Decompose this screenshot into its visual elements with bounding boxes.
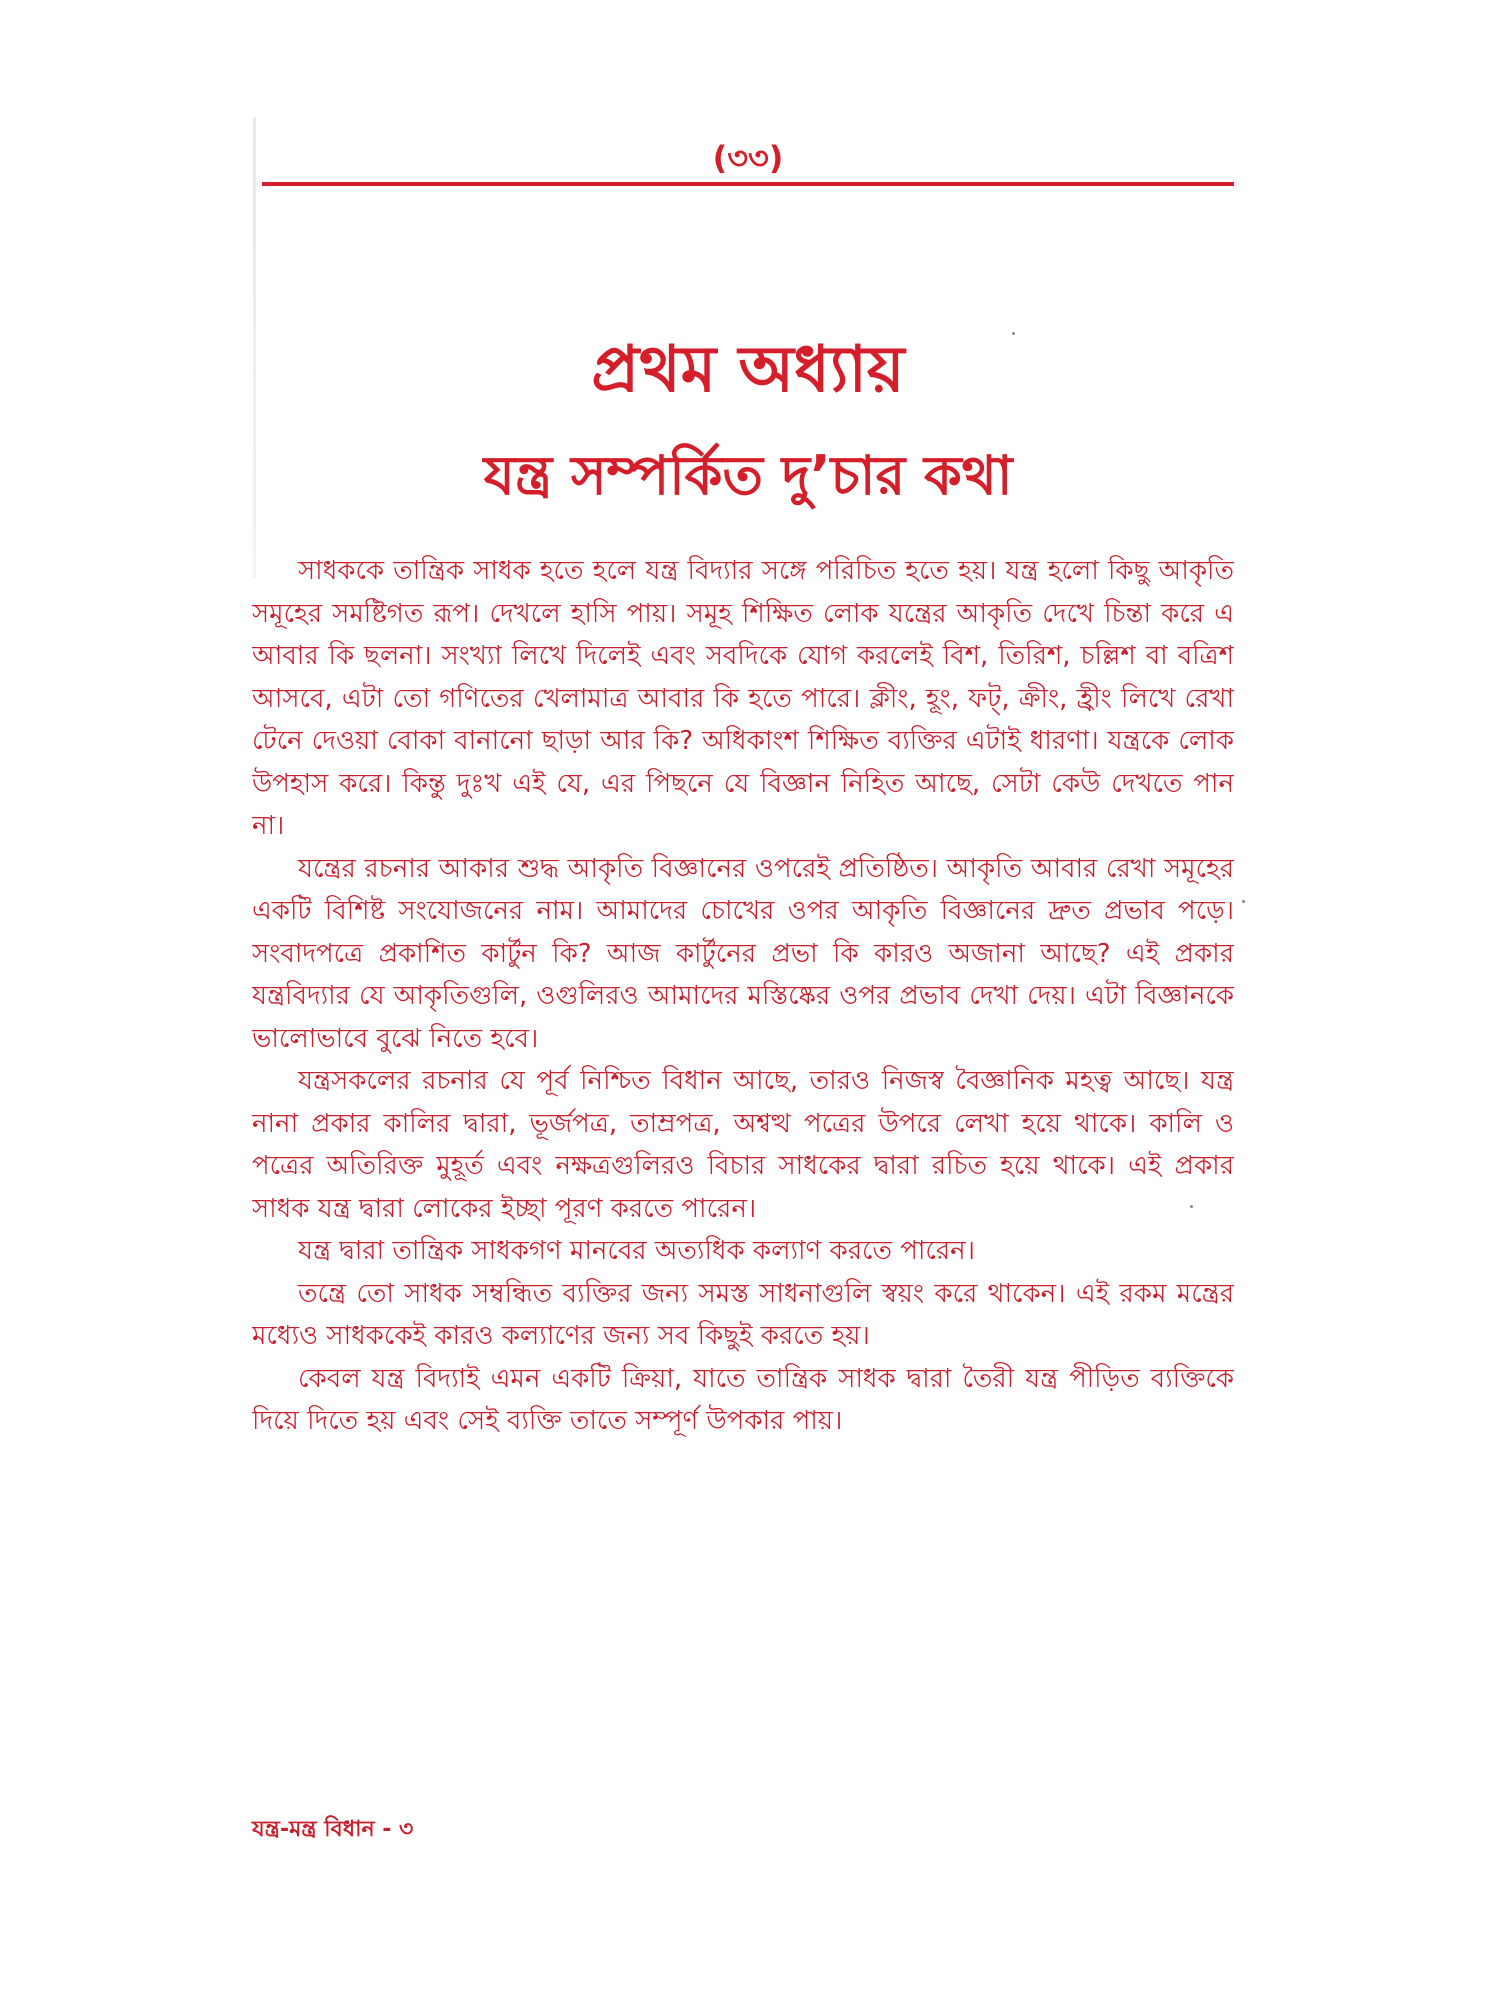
paragraph-6: কেবল যন্ত্র বিদ্যাই এমন একটি ক্রিয়া, যাতে তান্ত্রিক সাধক দ্বারা তৈরী যন্ত্র পীড়িত ব্যক্তিকে দিয়ে দিতে হয় এবং সেই ব্যক্তি তাতে সম্পূর্ণ উপকার পায়। xyxy=(252,1363,1234,1436)
paragraph-2: যন্ত্রের রচনার আকার শুদ্ধ আকৃতি বিজ্ঞানের ওপরেই প্রতিষ্ঠিত। আকৃতি আবার রেখা সমূহের একটি বিশিষ্ট সংযোজনের নাম। আমাদের চোখের ওপর আকৃতি বিজ্ঞানের দ্রুত প্রভাব পড়ে। সংবাদপত্রে প্রকাশিত কার্টুন কি? আজ কার্টুনের প্রভা কি কারও অজানা আছে? এই প্রকার যন্ত্রবিদ্যার যে আকৃতিগুলি, ওগুলিরও আমাদের মস্তিষ্কের ওপর প্রভাব দেখা দেয়। এটা বিজ্ঞানকে ভালোভাবে বুঝে নিতে হবে। xyxy=(252,853,1234,1054)
page-header xyxy=(262,138,1234,178)
paragraph-3: যন্ত্রসকলের রচনার যে পূর্ব নিশ্চিত বিধান আছে, তারও নিজস্ব বৈজ্ঞানিক মহত্ব আছে। যন্ত্র নানা প্রকার কালির দ্বারা, ভূর্জপত্র, তাম্রপত্র, অশ্বত্থ পত্রের উপরে লেখা হয়ে থাকে। কালি ও পত্রের অতিরিক্ত মুহূর্ত এবং নক্ষত্রগুলিরও বিচার সাধকের দ্বারা রচিত হয়ে থাকে। এই প্রকার সাধক যন্ত্র দ্বারা লোকের ইচ্ছা পূরণ করতে পারেন। xyxy=(252,1066,1234,1224)
page-number: (৩৩) xyxy=(712,139,784,177)
paragraph-4: যন্ত্র দ্বারা তান্ত্রিক সাধকগণ মানবের অত্যধিক কল্যাণ করতে পারেন। xyxy=(298,1236,975,1266)
paragraph-1: সাধককে তান্ত্রিক সাধক হতে হলে যন্ত্র বিদ্যার সঙ্গে পরিচিত হতে হয়। যন্ত্র হলো কিছু আকৃতি সমূহের সমষ্টিগত রূপ। দেখলে হাসি পায়। সমূহ শিক্ষিত লোক যন্ত্রের আকৃতি দেখে চিন্তা করে এ আবার কি ছলনা। সংখ্যা লিখে দিলেই এবং সবদিকে যোগ করলেই বিশ, তিরিশ, চল্লিশ বা বত্রিশ আসবে, এটা তো গণিতের খেলামাত্র আবার কি হতে পারে। ক্লীং, হূং, ফট্, ক্রীং, হ্রীং লিখে রেখা টেনে দেওয়া বোকা বানানো ছাড়া আর কি? অধিকাংশ শিক্ষিত ব্যক্তির এটাই ধারণা। যন্ত্রকে লোক উপহাস করে। কিন্তু দুঃখ এই যে, এর পিছনে যে বিজ্ঞান নিহিত আছে, সেটা কেউ দেখতে পান না। xyxy=(252,556,1234,841)
scan-speck xyxy=(1012,332,1015,335)
running-footer: যন্ত্র-মন্ত্র বিধান - ৩ xyxy=(252,1817,414,1842)
page-edge-shadow xyxy=(253,118,256,578)
paragraph-5: তন্ত্রে তো সাধক সম্বন্ধিত ব্যক্তির জন্য সমস্ত সাধনাগুলি স্বয়ং করে থাকেন। এই রকম মন্ত্রের মধ্যেও সাধককেই কারও কল্যাণের জন্য সব কিছুই করতে হয়। xyxy=(252,1278,1234,1351)
chapter-subtitle: যন্ত্র সম্পর্কিত দু’চার কথা xyxy=(483,444,1013,507)
scan-speck xyxy=(1242,900,1245,903)
chapter-title: প্রথম অধ্যায় xyxy=(591,333,905,407)
scan-speck xyxy=(1190,1205,1193,1208)
header-rule xyxy=(262,182,1234,186)
body-text xyxy=(252,550,1234,1795)
